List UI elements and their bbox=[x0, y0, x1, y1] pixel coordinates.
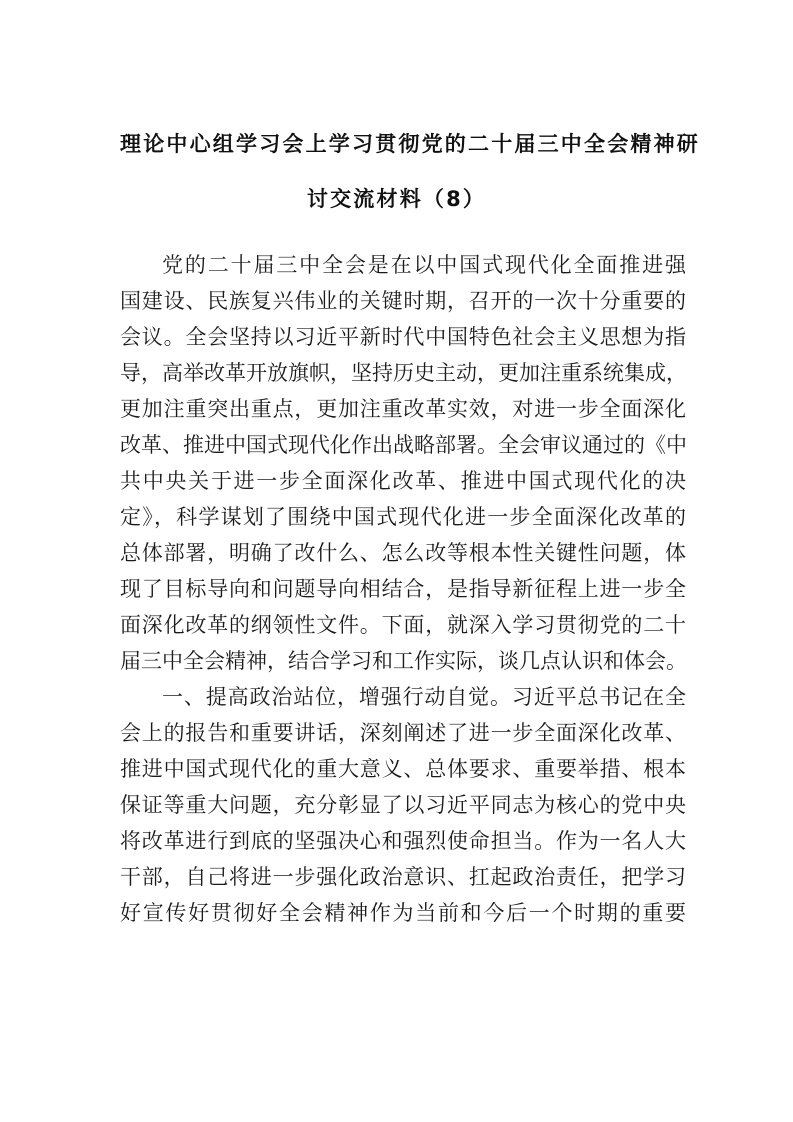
paragraph-line: 会议。全会坚持以习近平新时代中国特色社会主义思想为指 bbox=[120, 325, 686, 349]
paragraph-line: 好宣传好贯彻好全会精神作为当前和今后一个时期的重要 bbox=[120, 901, 686, 925]
paragraph-line: 党的二十届三中全会是在以中国式现代化全面推进强 bbox=[162, 253, 686, 277]
paragraph-line: 会上的报告和重要讲话，深刻阐述了进一步全面深化改革、 bbox=[120, 721, 686, 745]
paragraph-line: 现了目标导向和问题导向相结合，是指导新征程上进一步全 bbox=[120, 577, 686, 601]
paragraph-line: 更加注重突出重点，更加注重改革实效，对进一步全面深化 bbox=[120, 397, 686, 421]
paragraph-line: 干部，自己将进一步强化政治意识、扛起政治责任，把学习 bbox=[120, 865, 686, 889]
paragraph-line: 共中央关于进一步全面深化改革、推进中国式现代化的决 bbox=[120, 469, 686, 493]
document-title-line-1: 理论中心组学习会上学习贯彻党的二十届三中全会精神研 bbox=[120, 132, 700, 156]
paragraph-line: 推进中国式现代化的重大意义、总体要求、重要举措、根本 bbox=[120, 757, 686, 781]
paragraph-line: 一、提高政治站位，增强行动自觉。习近平总书记在全 bbox=[162, 685, 686, 709]
document-title-line-2: 讨交流材料（8） bbox=[306, 187, 487, 211]
paragraph-line: 面深化改革的纲领性文件。下面，就深入学习贯彻党的二十 bbox=[120, 613, 686, 637]
paragraph-line: 届三中全会精神，结合学习和工作实际，谈几点认识和体会。 bbox=[120, 649, 687, 673]
paragraph-line: 将改革进行到底的坚强决心和强烈使命担当。作为一名人大 bbox=[120, 829, 686, 853]
paragraph-line: 国建设、民族复兴伟业的关键时期，召开的一次十分重要的 bbox=[120, 289, 686, 313]
paragraph-line: 定》，科学谋划了围绕中国式现代化进一步全面深化改革的 bbox=[120, 505, 686, 529]
paragraph-line: 总体部署，明确了改什么、怎么改等根本性关键性问题，体 bbox=[120, 541, 686, 565]
paragraph-line: 保证等重大问题，充分彰显了以习近平同志为核心的党中央 bbox=[120, 793, 686, 817]
paragraph-line: 导，高举改革开放旗帜，坚持历史主动，更加注重系统集成， bbox=[120, 361, 687, 385]
paragraph-line: 改革、推进中国式现代化作出战略部署。全会审议通过的《中 bbox=[120, 433, 687, 457]
